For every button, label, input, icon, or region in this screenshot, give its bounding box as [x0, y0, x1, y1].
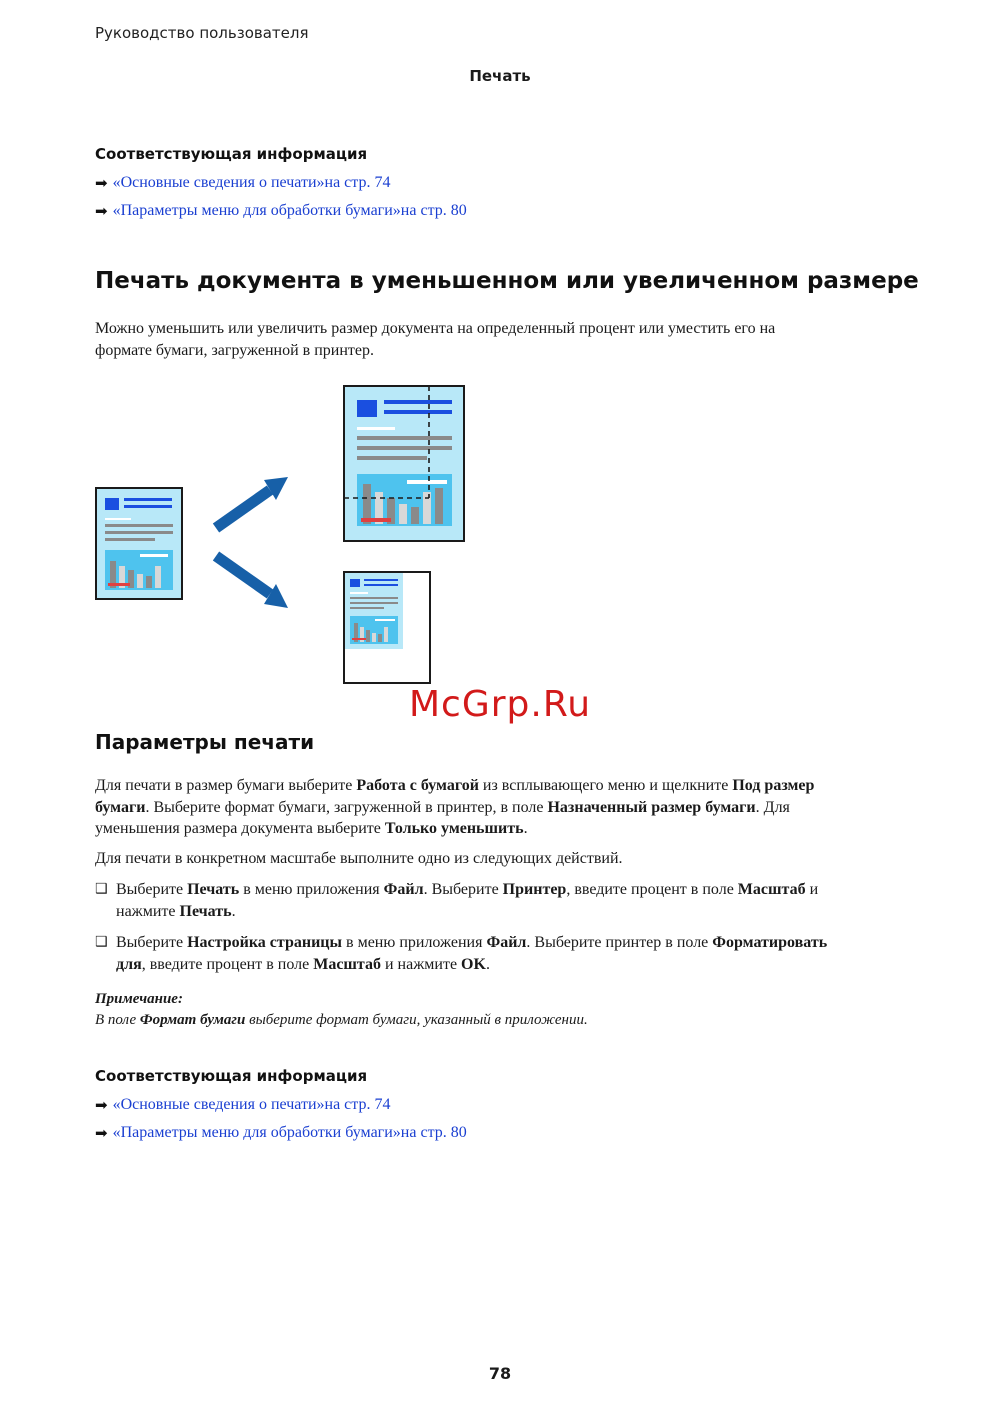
related-link-basics[interactable]: [95, 1096, 390, 1114]
link-page[interactable]: на стр. 80: [400, 1124, 467, 1141]
arrow-right-icon: ➡: [95, 1096, 108, 1114]
related-link-paper-menu[interactable]: [95, 202, 467, 220]
text-line: Для печати в размер бумаги выберите Работа с бумагой из всплывающего меню и щелкните Под размер: [95, 777, 815, 794]
reduced-page-icon: [344, 572, 430, 683]
link-page[interactable]: на стр. 80: [400, 202, 467, 219]
original-page-icon: [96, 488, 182, 599]
settings-paragraph-2: Для печати в конкретном масштабе выполните одно из следующих действий.: [95, 850, 623, 867]
link-page[interactable]: на стр. 74: [324, 1096, 391, 1113]
link-page[interactable]: на стр. 74: [324, 174, 391, 191]
settings-heading: Параметры печати: [95, 730, 315, 754]
main-heading: Печать документа в уменьшенном или увеличенном размере: [95, 268, 919, 294]
arrow-right-icon: ➡: [95, 1124, 108, 1142]
checkbox-bullet-icon: ❑: [95, 881, 108, 897]
text-line: нажмите Печать.: [116, 902, 236, 920]
arrow-right-icon: ➡: [95, 202, 108, 220]
link-text[interactable]: «Параметры меню для обработки бумаги»: [112, 202, 401, 219]
link-text[interactable]: «Основные сведения о печати»: [112, 174, 325, 191]
scaling-illustration: [90, 380, 480, 690]
text-line: Выберите Настройка страницы в меню приложения Файл. Выберите принтер в поле Форматировать: [116, 934, 828, 951]
related-info-title: Соответствующая информация: [95, 1067, 368, 1085]
arrow-down-right-icon: [216, 556, 288, 608]
text-line: Выберите Печать в меню приложения Файл. Выберите Принтер, введите процент в поле Масштаб и: [116, 881, 819, 898]
intro-line: формате бумаги, загруженной в принтер.: [95, 341, 375, 359]
list-item-print: [95, 879, 895, 922]
text-line: для, введите процент в поле Масштаб и нажмите OK.: [116, 955, 490, 973]
text-line: уменьшения размера документа выберите Только уменьшить.: [95, 820, 528, 837]
enlarged-page-icon: [344, 386, 464, 541]
arrow-up-right-icon: [216, 477, 288, 528]
intro-paragraph: [95, 318, 895, 361]
note-body: В поле Формат бумаги выберите формат бумаги, указанный в приложении.: [95, 1012, 588, 1028]
arrow-right-icon: ➡: [95, 174, 108, 192]
related-link-basics[interactable]: [95, 174, 390, 192]
checkbox-bullet-icon: ❑: [95, 934, 108, 950]
text-line: бумаги. Выберите формат бумаги, загруженной в принтер, в поле Назначенный размер бумаги. Для: [95, 798, 790, 816]
link-text[interactable]: «Основные сведения о печати»: [112, 1096, 325, 1113]
link-text[interactable]: «Параметры меню для обработки бумаги»: [112, 1124, 401, 1141]
running-header: Руководство пользователя: [95, 24, 309, 42]
note-title: Примечание:: [95, 991, 183, 1007]
watermark: McGrp.Ru: [408, 684, 592, 725]
list-item-page-setup: [95, 932, 895, 975]
related-info-title: Соответствующая информация: [95, 145, 368, 163]
related-link-paper-menu[interactable]: [95, 1124, 467, 1142]
page-number: 78: [488, 1364, 512, 1383]
section-title: Печать: [469, 67, 531, 85]
intro-line: Можно уменьшить или увеличить размер документа на определенный процент или уместить его на: [95, 320, 776, 337]
settings-paragraph-1: [95, 775, 895, 840]
